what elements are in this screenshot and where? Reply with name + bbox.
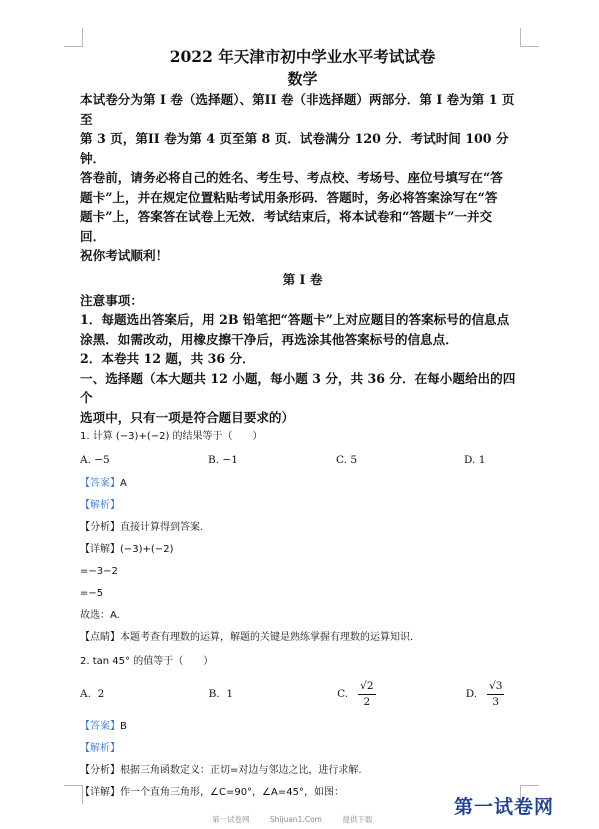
question-2-stem: 2. tan 45° 的值等于（ ） xyxy=(80,656,214,667)
xiangjie-text: (−3)+(−2) xyxy=(120,544,174,555)
xiangjie-tag: 【详解】 xyxy=(80,544,120,555)
option-d xyxy=(466,679,525,710)
xiangjie-tag: 【详解】 xyxy=(80,787,120,798)
exam-title: 2022 年天津市初中学业水平考试试卷 xyxy=(169,47,436,66)
intro-line: 题卡”上，并在规定位置粘贴考试用条形码．答题时，务必将答案涂写在“答 xyxy=(80,189,498,205)
fenxi-line xyxy=(80,760,525,782)
answer-line xyxy=(80,473,525,495)
fenxi-text: 直接计算得到答案. xyxy=(120,522,204,533)
xiangjie-text: 作一个直角三角形，∠C=90°，∠A=45°，如图： xyxy=(120,787,344,798)
option-b-value: 1 xyxy=(226,688,233,700)
footer-download-note: 提供下载 xyxy=(342,815,373,824)
section-title: 第 I 卷 xyxy=(282,271,323,287)
fenxi-tag: 【分析】 xyxy=(80,522,120,533)
xiangjie-line xyxy=(80,539,525,561)
option-a-value: 2 xyxy=(97,688,105,700)
option-c-label: C. xyxy=(337,688,349,700)
note-line: 选项中，只有一项是符合题目要求的） xyxy=(80,409,295,425)
dianjing-tag: 【点睛】 xyxy=(80,632,120,643)
option-c: C. 5 xyxy=(336,454,358,466)
crop-mark-top-right xyxy=(520,28,539,47)
fraction-numerator: √2 xyxy=(358,679,375,695)
option-a: A. −5 xyxy=(80,454,110,466)
option-d-fraction xyxy=(487,679,504,710)
intro-line: 答卷前，请务必将自己的姓名、考生号、考点校、考场号、座位号填写在“答 xyxy=(80,170,503,185)
page-footer xyxy=(212,814,390,825)
solution-step: =−5 xyxy=(80,588,104,599)
notes-heading: 注意事项： xyxy=(80,292,143,308)
dianjing-line xyxy=(80,627,525,649)
question-1-stem: 1. 计算 (−3)+(−2) 的结果等于（ ） xyxy=(80,431,263,442)
answer-value: A xyxy=(120,478,127,489)
option-d: D. 1 xyxy=(464,454,486,466)
analysis-line xyxy=(80,738,525,760)
fenxi-line xyxy=(80,517,525,539)
fraction-denominator: 3 xyxy=(492,695,500,708)
option-d-label: D. xyxy=(465,688,478,700)
answer-value: B xyxy=(120,721,127,732)
conclusion-line: 故选：A. xyxy=(80,610,120,621)
option-c xyxy=(337,679,466,710)
option-b-label: B. xyxy=(208,688,220,700)
analysis-line xyxy=(80,495,525,517)
fenxi-tag: 【分析】 xyxy=(80,765,120,776)
dianjing-text: 本题考查有理数的运算，解题的关键是熟练掌握有理数的运算知识. xyxy=(120,632,414,643)
fraction-denominator: 2 xyxy=(363,695,371,708)
intro-line: 回． xyxy=(80,228,106,244)
note-line: 1．每题选出答案后，用 2B 铅笔把“答题卡”上对应题目的答案标号的信息点 xyxy=(80,312,510,327)
intro-line: 题卡”上，答案答在试卷上无效．考试结束后，将本试卷和“答题卡”一并交 xyxy=(80,209,493,224)
brand-logo: 第一试卷网 xyxy=(454,796,555,818)
intro-line: 第 3 页，第II 卷为第 4 页至第 8 页．试卷满分 120 分．考试时间 100 分钟． xyxy=(80,131,509,166)
document-content xyxy=(80,46,525,804)
answer-tag: 【答案】 xyxy=(80,478,120,489)
answer-tag: 【答案】 xyxy=(80,721,120,732)
intro-block xyxy=(80,90,525,266)
analysis-tag: 【解析】 xyxy=(80,500,120,511)
intro-line: 本试卷分为第 I 卷（选择题）、第II 卷（非选择题）两部分．第 I 卷为第 1 页至 xyxy=(80,92,515,127)
option-c-fraction xyxy=(358,679,375,710)
fraction-numerator: √3 xyxy=(487,679,504,695)
option-b: B. −1 xyxy=(208,454,238,466)
analysis-tag: 【解析】 xyxy=(80,743,120,754)
solution-step: =−3−2 xyxy=(80,566,118,577)
option-a xyxy=(80,688,209,700)
fenxi-text: 根据三角函数定义：正切=对边与邻边之比，进行求解. xyxy=(120,765,362,776)
answer-line xyxy=(80,716,525,738)
exam-subject: 数学 xyxy=(287,70,318,88)
question-1-options xyxy=(80,447,525,473)
footer-site-url: Shijuan1.Com xyxy=(269,815,322,824)
crop-mark-top-left xyxy=(64,28,83,47)
note-line: 一、选择题（本大题共 12 小题，每小题 3 分，共 36 分．在每小题给出的四个 xyxy=(80,370,516,405)
note-line: 2．本卷共 12 题，共 36 分． xyxy=(80,351,255,366)
footer-site-name: 第一试卷网 xyxy=(212,815,250,824)
option-a-label: A. xyxy=(80,688,91,700)
note-line: 涂黑．如需改动，用橡皮擦干净后，再选涂其他答案标号的信息点． xyxy=(80,331,458,347)
question-2-options xyxy=(80,672,525,716)
good-luck-line: 祝你考试顺利！ xyxy=(80,248,169,263)
option-b xyxy=(209,688,338,700)
